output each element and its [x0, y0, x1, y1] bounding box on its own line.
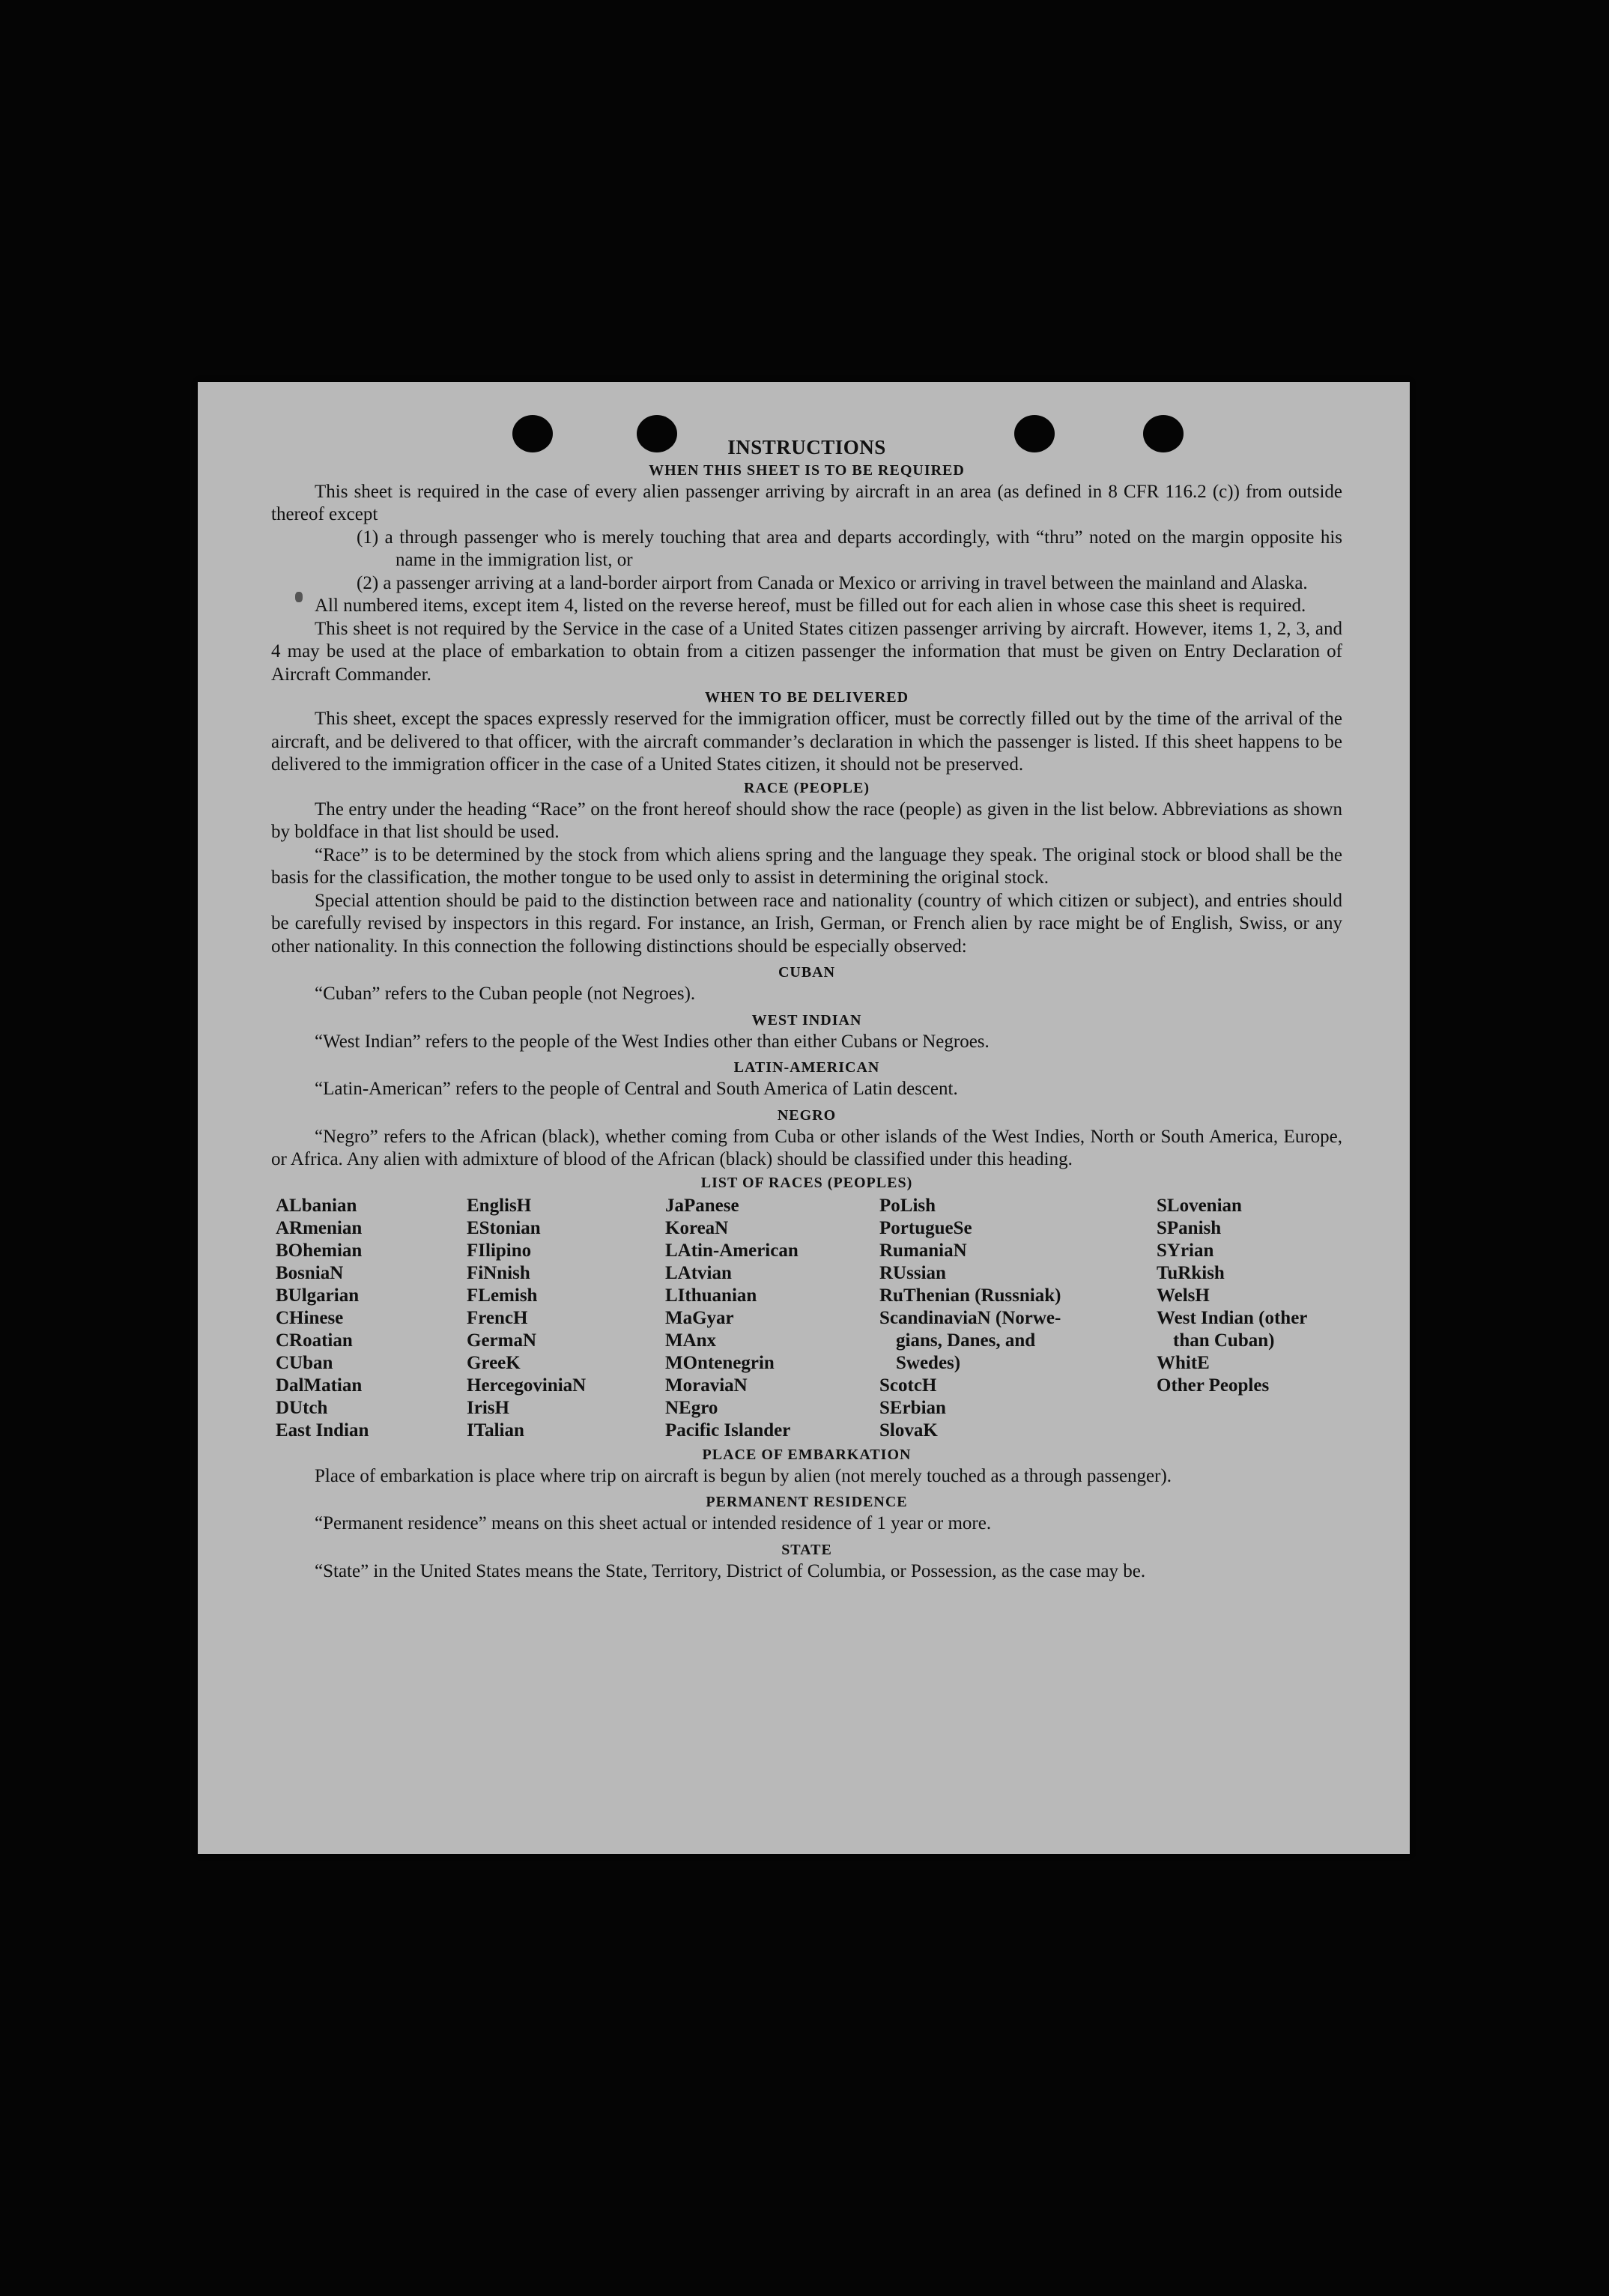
section-heading-negro: NEGRO [777, 1106, 837, 1124]
race-entry: LIthuanian [665, 1285, 757, 1306]
paragraph-residence: “Permanent residence” means on this sheet actual or intended residence of 1 year or more. [315, 1513, 992, 1533]
race-entry: ITalian [467, 1420, 524, 1441]
races-column-2 [467, 1195, 665, 1442]
race-entry: RumaniaN [879, 1240, 967, 1261]
paragraph-citizen: This sheet is not required by the Service in the case of a United States citizen passenger arriving by aircraft. However, items 1, 2, 3, and 4 may be used at the place of embarkation to obtain from a citizen passenger the information that must be given on Entry Declaration of Aircraft Commander. [271, 618, 1342, 685]
exception-item-2: (2) a passenger arriving at a land-border airport from Canada or Mexico or arriving in travel between the mainland and Alaska. [357, 572, 1308, 593]
race-entry: CRoatian [276, 1330, 353, 1351]
race-entry: MOntenegrin [665, 1352, 775, 1373]
race-entry: ALbanian [276, 1195, 357, 1216]
race-entry: GermaN [467, 1330, 537, 1351]
section-heading-race: RACE (PEOPLE) [744, 779, 870, 796]
race-entry: PoLish [879, 1195, 936, 1216]
race-entry: RUssian [879, 1262, 946, 1283]
race-entry: ScandinaviaN (Norwe- [879, 1307, 1061, 1328]
race-entry: BOhemian [276, 1240, 363, 1261]
race-entry: MoraviaN [665, 1375, 748, 1396]
section-heading-state: STATE [781, 1541, 832, 1558]
race-entry: HercegoviniaN [467, 1375, 587, 1396]
race-entry: EnglisH [467, 1195, 532, 1216]
race-entry: IrisH [467, 1397, 509, 1418]
race-entry: GreeK [467, 1352, 521, 1373]
race-entry: East Indian [276, 1420, 369, 1441]
paragraph-numbered-items: All numbered items, except item 4, listed on the reverse hereof, must be filled out for each alien in whose case this sheet is required. [315, 596, 1306, 616]
race-entry: ScotcH [879, 1375, 937, 1396]
race-entry: KoreaN [665, 1217, 729, 1238]
race-entry: LAtin-American [665, 1240, 799, 1261]
race-entry: BUlgarian [276, 1285, 360, 1306]
race-entry: FiNnish [467, 1262, 530, 1283]
instructions-content [271, 436, 1342, 1583]
page-title: INSTRUCTIONS [727, 436, 886, 458]
races-column-5 [1157, 1195, 1347, 1442]
races-column-3 [665, 1195, 879, 1442]
race-entry: EStonian [467, 1217, 541, 1238]
race-entry: ARmenian [276, 1217, 363, 1238]
section-heading-when-required: WHEN THIS SHEET IS TO BE REQUIRED [649, 461, 965, 479]
race-entry: LAtvian [665, 1262, 732, 1283]
race-entry: MAnx [665, 1330, 717, 1351]
section-heading-latin-american: LATIN-AMERICAN [733, 1059, 880, 1076]
race-entry: SYrian [1157, 1240, 1214, 1261]
race-entry: BosniaN [276, 1262, 344, 1283]
race-entry: SErbian [879, 1397, 946, 1418]
race-entry: MaGyar [665, 1307, 734, 1328]
race-entry: WelsH [1157, 1285, 1210, 1306]
section-heading-residence: PERMANENT RESIDENCE [706, 1494, 908, 1510]
races-table [276, 1195, 1342, 1442]
race-entry: DUtch [276, 1397, 328, 1418]
paragraph-race-1: The entry under the heading “Race” on the front hereof should show the race (people) as given in the list below. Abbreviations as shown by boldface in that list should be used. [271, 799, 1342, 842]
race-entry: PortugueSe [879, 1217, 972, 1238]
paragraph-race-3: Special attention should be paid to the distinction between race and nationality (country of which citizen or subject), and entries should be carefully revised by inspectors in this regard. For instance, an Irish, German, or French alien by race might be of English, Swiss, or any other nationality. In this connection the following distinctions should be especially observed: [271, 890, 1342, 957]
section-heading-west-indian: WEST INDIAN [751, 1011, 862, 1029]
race-entry: FLemish [467, 1285, 538, 1306]
race-entry: SlovaK [879, 1420, 938, 1441]
race-entry: SPanish [1157, 1217, 1222, 1238]
race-entry: SLovenian [1157, 1195, 1242, 1216]
race-entry: Swedes) [896, 1352, 961, 1373]
paragraph-race-2: “Race” is to be determined by the stock from which aliens spring and the language they speak. The original stock or blood shall be the basis for the classification, the mother tongue to be used only to assist in determining the original stock. [271, 844, 1342, 888]
race-entry: gians, Danes, and [896, 1330, 1036, 1351]
paragraph-negro: “Negro” refers to the African (black), whether coming from Cuba or other islands of the West Indies, North or South America, Europe, or Africa. Any alien with admixture of blood of the African (black) should be classified under this heading. [271, 1126, 1342, 1169]
race-entry: RuThenian (Russniak) [879, 1285, 1061, 1306]
races-column-1 [276, 1195, 467, 1442]
race-entry: FIlipino [467, 1240, 532, 1261]
race-entry: CUban [276, 1352, 333, 1373]
race-entry: CHinese [276, 1307, 344, 1328]
section-heading-when-delivered: WHEN TO BE DELIVERED [704, 689, 909, 706]
document-sheet [198, 382, 1410, 1854]
paragraph-when-required-intro: This sheet is required in the case of every alien passenger arriving by aircraft in an area (as defined in 8 CFR 116.2 (c)) from outside thereof except [271, 481, 1342, 524]
race-entry: JaPanese [665, 1195, 739, 1216]
race-entry: than Cuban) [1173, 1330, 1275, 1351]
paragraph-embarkation: Place of embarkation is place where trip on aircraft is begun by alien (not merely touched as a through passenger). [315, 1465, 1172, 1486]
race-entry: DalMatian [276, 1375, 363, 1396]
paragraph-west-indian: “West Indian” refers to the people of the West Indies other than either Cubans or Negroes. [315, 1031, 990, 1052]
exception-item-1: (1) a through passenger who is merely touching that area and departs accordingly, with “thru” noted on the margin opposite his name in the immigration list, or [357, 527, 1342, 570]
paragraph-when-delivered: This sheet, except the spaces expressly reserved for the immigration officer, must be correctly filled out by the time of the arrival of the aircraft, and be delivered to that officer, with the aircraft commander’s declaration in which the passenger is listed. If this sheet happens to be delivered to the immigration officer in the case of a United States citizen, it should not be preserved. [271, 709, 1342, 775]
paragraph-state: “State” in the United States means the State, Territory, District of Columbia, or Possession, as the case may be. [315, 1560, 1146, 1581]
race-entry: NEgro [665, 1397, 718, 1418]
section-heading-embarkation: PLACE OF EMBARKATION [702, 1446, 912, 1463]
race-entry: West Indian (other [1157, 1307, 1308, 1328]
race-entry: FrencH [467, 1307, 528, 1328]
paragraph-latin-american: “Latin-American” refers to the people of Central and South America of Latin descent. [315, 1079, 958, 1099]
section-heading-cuban: CUBAN [778, 964, 836, 981]
race-entry: TuRkish [1157, 1262, 1225, 1283]
section-heading-list-of-races: LIST OF RACES (PEOPLES) [700, 1174, 913, 1191]
paragraph-cuban: “Cuban” refers to the Cuban people (not Negroes). [315, 984, 696, 1004]
race-entry: WhitE [1157, 1352, 1210, 1373]
race-entry: Pacific Islander [665, 1420, 791, 1441]
races-column-4 [879, 1195, 1157, 1442]
race-entry: Other Peoples [1157, 1375, 1270, 1396]
